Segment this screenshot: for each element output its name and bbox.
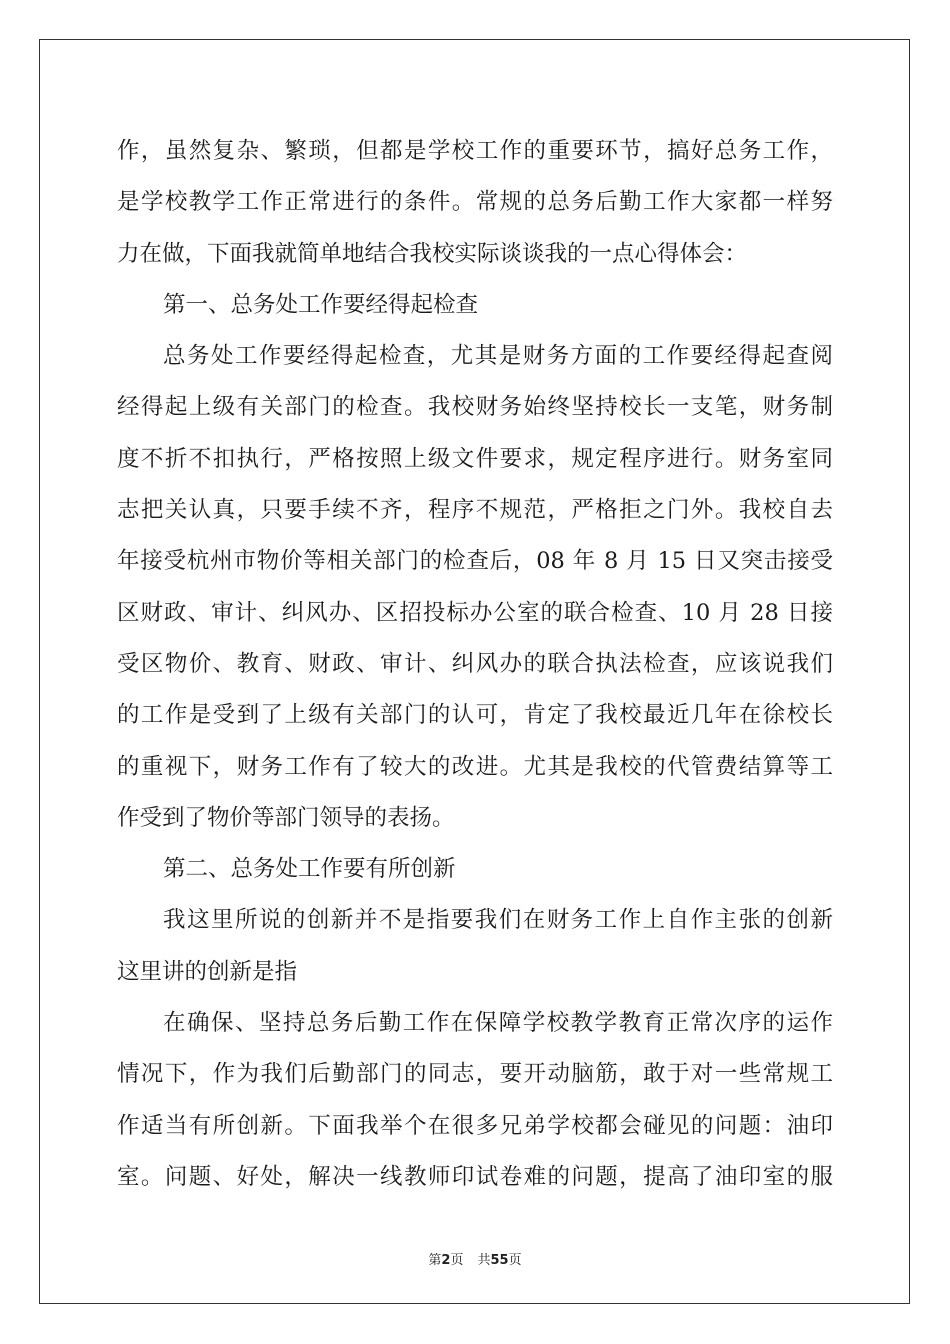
text-line: 作受到了物价等部门领导的表扬。 (117, 804, 455, 831)
page-prefix: 第 (428, 1253, 442, 1268)
text-line: 经得起上级有关部门的检查。我校财务始终坚持校长一支笔，财务制 (117, 394, 833, 421)
total-suffix: 页 (508, 1253, 522, 1268)
text-line: 力在做，下面我就简单地结合我校实际谈谈我的一点心得体会： (117, 240, 748, 267)
text-line: 度不折不扣执行，严格按照上级文件要求，规定程序进行。财务室同 (117, 445, 833, 472)
text-line: 总务处工作要经得起检查，尤其是财务方面的工作要经得起查阅 (163, 343, 833, 370)
page-total: 55 (490, 1253, 509, 1268)
text-line: 第一、总务处工作要经得起检查 (163, 291, 479, 318)
text-line: 第二、总务处工作要有所创新 (163, 856, 456, 883)
text-line: 受区物价、教育、财政、审计、纠风办的联合执法检查，应该说我们 (117, 650, 833, 677)
text-line: 情况下，作为我们后勤部门的同志，要开动脑筋，敢于对一些常规工 (117, 1061, 833, 1088)
text-line: 区财政、审计、纠风办、区招投标办公室的联合检查、10 月 28 日接 (117, 599, 833, 626)
text-line: 我这里所说的创新并不是指要我们在财务工作上自作主张的创新 (163, 907, 833, 934)
page-suffix: 页 (450, 1253, 464, 1268)
text-line: 在确保、坚持总务后勤工作在保障学校教学教育正常次序的运作 (163, 1010, 833, 1037)
text-line: 这里讲的创新是指 (117, 958, 298, 985)
text-line: 年接受杭州市物价等相关部门的检查后，08 年 8 月 15 日又突击接受 (117, 548, 833, 575)
text-line: 作适当有所创新。下面我举个在很多兄弟学校都会碰见的问题：油印 (117, 1112, 833, 1139)
total-prefix: 共 (477, 1253, 491, 1268)
text-line: 的工作是受到了上级有关部门的认可，肯定了我校最近几年在徐校长 (117, 702, 833, 729)
text-line: 志把关认真，只要手续不齐，程序不规范，严格拒之门外。我校自去 (117, 497, 833, 524)
text-line: 室。问题、好处，解决一线教师印试卷难的问题，提高了油印室的服 (117, 1163, 833, 1190)
text-line: 作，虽然复杂、繁琐，但都是学校工作的重要环节，搞好总务工作， (117, 138, 833, 164)
page-current: 2 (441, 1253, 451, 1268)
text-line: 的重视下，财务工作有了较大的改进。尤其是我校的代管费结算等工 (117, 753, 833, 780)
document-body (117, 126, 833, 1203)
page-footer (0, 1249, 950, 1268)
text-line: 是学校教学工作正常进行的条件。常规的总务后勤工作大家都一样努 (117, 189, 833, 216)
